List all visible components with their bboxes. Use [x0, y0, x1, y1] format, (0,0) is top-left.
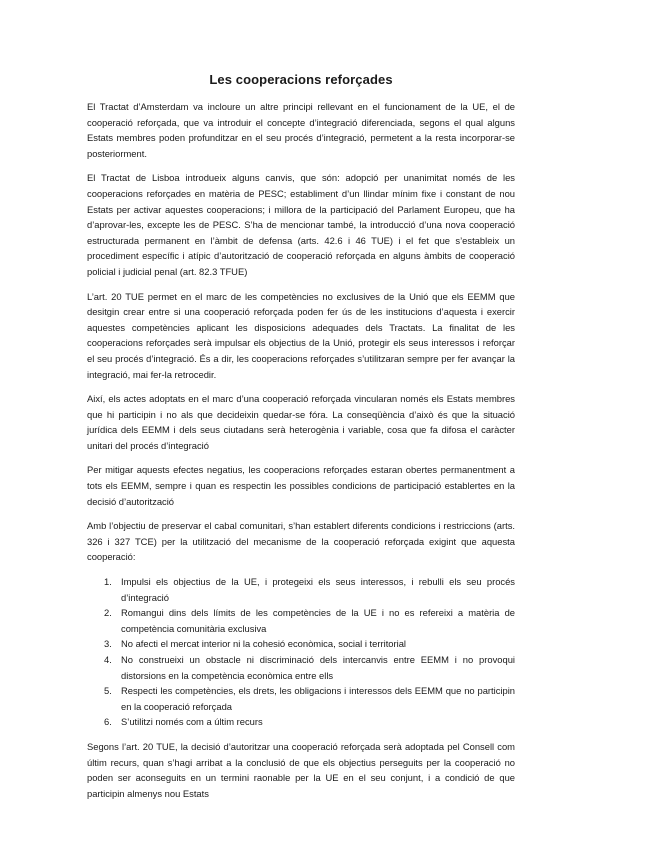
list-item-number: 6.: [104, 716, 112, 728]
document-page: [87, 72, 515, 810]
list-item: [87, 605, 515, 636]
list-item: [87, 714, 515, 730]
paragraph-mitigar: Per mitigar aquests efectes negatius, les cooperacions reforçades estaran obertes permanentment a tots els EEMM, sempre i quan es respectin les possibles condicions de participació establertes en la decisió d’autorització: [87, 464, 515, 507]
list-item: [87, 652, 515, 683]
document-title: Les cooperacions reforçades: [209, 72, 393, 87]
list-item-text: Respecti les competències, els drets, les obligacions i interessos dels EEMM que no participin en la cooperació reforçada: [121, 685, 515, 712]
list-item-text: No construeixi un obstacle ni discriminació dels intercanvis entre EEMM i no provoqui distorsions en la competència econòmica entre ells: [121, 654, 515, 681]
list-item-text: Romangui dins dels límits de les competències de la UE i no es refereixi a matèria de competència comunitària exclusiva: [121, 607, 515, 634]
conditions-list: [87, 574, 515, 730]
list-item-text: No afecti el mercat interior ni la cohesió econòmica, social i territorial: [121, 638, 407, 650]
list-item-text: S’utilitzi només com a últim recurs: [121, 716, 263, 728]
list-item: [87, 683, 515, 714]
paragraph-condicions-intro: Amb l’objectiu de preservar el cabal comunitari, s’han establert diferents condicions i restriccions (arts. 326 i 327 TCE) per la utilització del mecanisme de la cooperació reforçada exigint que aquesta cooperació:: [87, 520, 515, 563]
list-item-number: 2.: [104, 607, 112, 619]
list-item-number: 5.: [104, 685, 112, 697]
paragraph-lisboa: El Tractat de Lisboa introdueix alguns canvis, que són: adopció per unanimitat només de les cooperacions reforçades en matèria de PESC; establiment d’un llindar mínim fixe i constant de nou Estats per activar aquestes cooperacions; i millora de la participació del Parlament Europeu, que ha d’aprovar-les, excepte les de PESC. S’ha de mencionar també, la introducció d’una nova cooperació estructurada permanent en l’àmbit de defensa (arts. 42.6 i 46 TUE) i el fet que s’estableix un procediment específic i atípic d’autorització de cooperació reforçada en alguns àmbits de cooperació policial i judicial penal (art. 82.3 TFUE): [87, 172, 515, 277]
list-item: [87, 636, 515, 652]
list-item-text: Impulsi els objectius de la UE, i protegeixi els seus interessos, i rebulli els seu procés d’integració: [121, 576, 515, 603]
paragraph-art-20: L’art. 20 TUE permet en el marc de les competències no exclusives de la Unió que els EEMM que desitgin crear entre si una cooperació reforçada poden fer ús de les institucions d’aquesta i exercir aquestes competències aplicant les disposicions adequades dels Tractats. La finalitat de les cooperacions reforçades serà impulsar els objectius de la Unió, protegir els seus interessos i reforçar el seu procés d’integració. És a dir, les cooperacions reforçades s’utilitzaran sempre per fer avançar la integració, mai fer-la retrocedir.: [87, 290, 515, 380]
paragraph-amsterdam: El Tractat d’Amsterdam va incloure un altre principi rellevant en el funcionament de la UE, el de cooperació reforçada, que va introduir el concepte d’integració diferenciada, segons el qual alguns Estats membres poden profunditzar en el seu procés d’integració, permetent a la resta incorporar-se posteriorment.: [87, 101, 515, 159]
list-item-number: 1.: [104, 576, 112, 588]
list-item-number: 3.: [104, 638, 112, 650]
paragraph-final: Segons l’art. 20 TUE, la decisió d’autoritzar una cooperació reforçada serà adoptada pel Consell com últim recurs, quan s’hagi arribat a la conclusió de que els objectius perseguits per la cooperació no poden ser aconseguits en un termini raonable per la UE en el seu conjunt, i a condició de que participin almenys nou Estats: [87, 740, 515, 799]
list-item-number: 4.: [104, 654, 112, 665]
paragraph-actes-adoptats: Així, els actes adoptats en el marc d’una cooperació reforçada vincularan només els Estats membres que hi participin i no als que decideixin quedar-se fóra. La conseqüència d’això és que la situació jurídica dels EEMM i dels seus ciutadans serà heterogènia i variable, cosa que fa difosa el caràcter unitari del procés d’integració: [87, 393, 515, 451]
list-item: [87, 574, 515, 605]
